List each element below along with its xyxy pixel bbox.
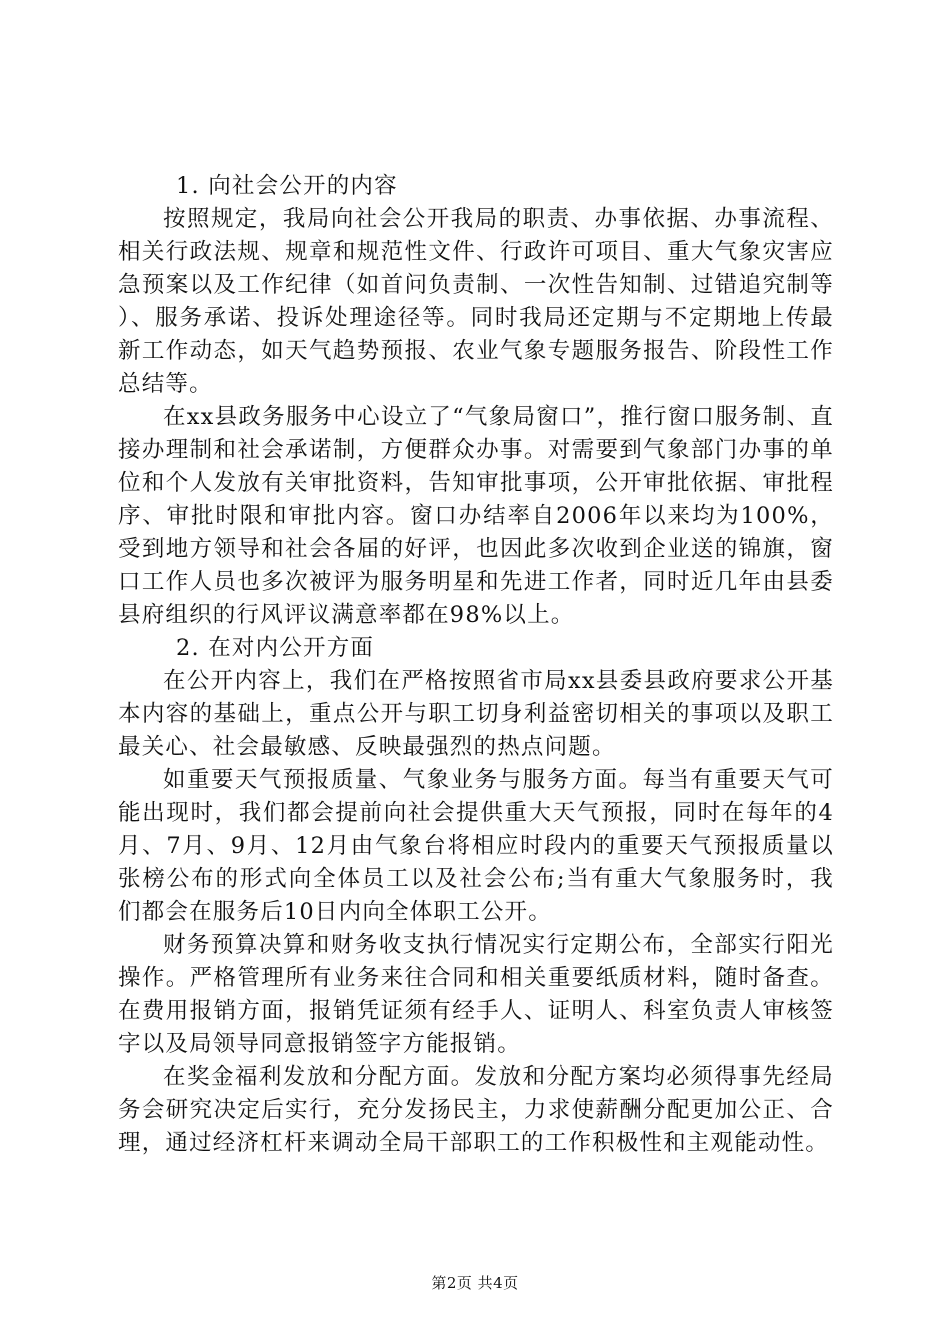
paragraph: 在奖金福利发放和分配方面。发放和分配方案均必须得事先经局务会研究决定后实行，充分发扬民主，力求使薪酬分配更加公正、合理，通过经济杠杆来调动全局干部职工的工作积极性和主观能动性。 — [118, 1064, 834, 1156]
paragraph: 在xx县政务服务中心设立了“气象局窗口”，推行窗口服务制、直接办理制和社会承诺制，方便群众办事。对需要到气象部门办事的单位和个人发放有关审批资料，告知审批事项，公开审批依据、审批程序、审批时限和审批内容。窗口办结率自2006年以来均为100%，受到地方领导和社会各届的好评，也因此多次收到企业送的锦旗，窗口工作人员也多次被评为服务明星和先进工作者，同时近几年由县委县府组织的行风评议满意率都在98%以上。 — [118, 404, 834, 628]
section-heading-1: 1. 向社会公开的内容 — [176, 173, 398, 199]
paragraph: 财务预算决算和财务收支执行情况实行定期公布，全部实行阳光操作。严格管理所有业务来往合同和相关重要纸质材料，随时备查。在费用报销方面，报销凭证须有经手人、证明人、科室负责人审核签字以及局领导同意报销签字方能报销。 — [118, 932, 834, 1057]
paragraph: 按照规定，我局向社会公开我局的职责、办事依据、办事流程、相关行政法规、规章和规范性文件、行政许可项目、重大气象灾害应急预案以及工作纪律（如首问负责制、一次性告知制、过错追究制等）、服务承诺、投诉处理途径等。同时我局还定期与不定期地上传最新工作动态，如天气趋势预报、农业气象专题服务报告、阶段性工作总结等。 — [118, 206, 834, 397]
paragraph: 如重要天气预报质量、气象业务与服务方面。每当有重要天气可能出现时，我们都会提前向社会提供重大天气预报，同时在每年的4月、7月、9月、12月由气象台将相应时段内的重要天气预报质量以张榜公布的形式向全体员工以及社会公布;当有重大气象服务时，我们都会在服务后10日内向全体职工公开。 — [118, 767, 834, 925]
page-footer: 第2页 共4页 — [431, 1274, 519, 1292]
section-heading-2: 2. 在对内公开方面 — [176, 635, 375, 661]
paragraph: 在公开内容上，我们在严格按照省市局xx县委县政府要求公开基本内容的基础上，重点公开与职工切身利益密切相关的事项以及职工最关心、社会最敏感、反映最强烈的热点问题。 — [118, 668, 834, 760]
document-body — [118, 170, 834, 1160]
